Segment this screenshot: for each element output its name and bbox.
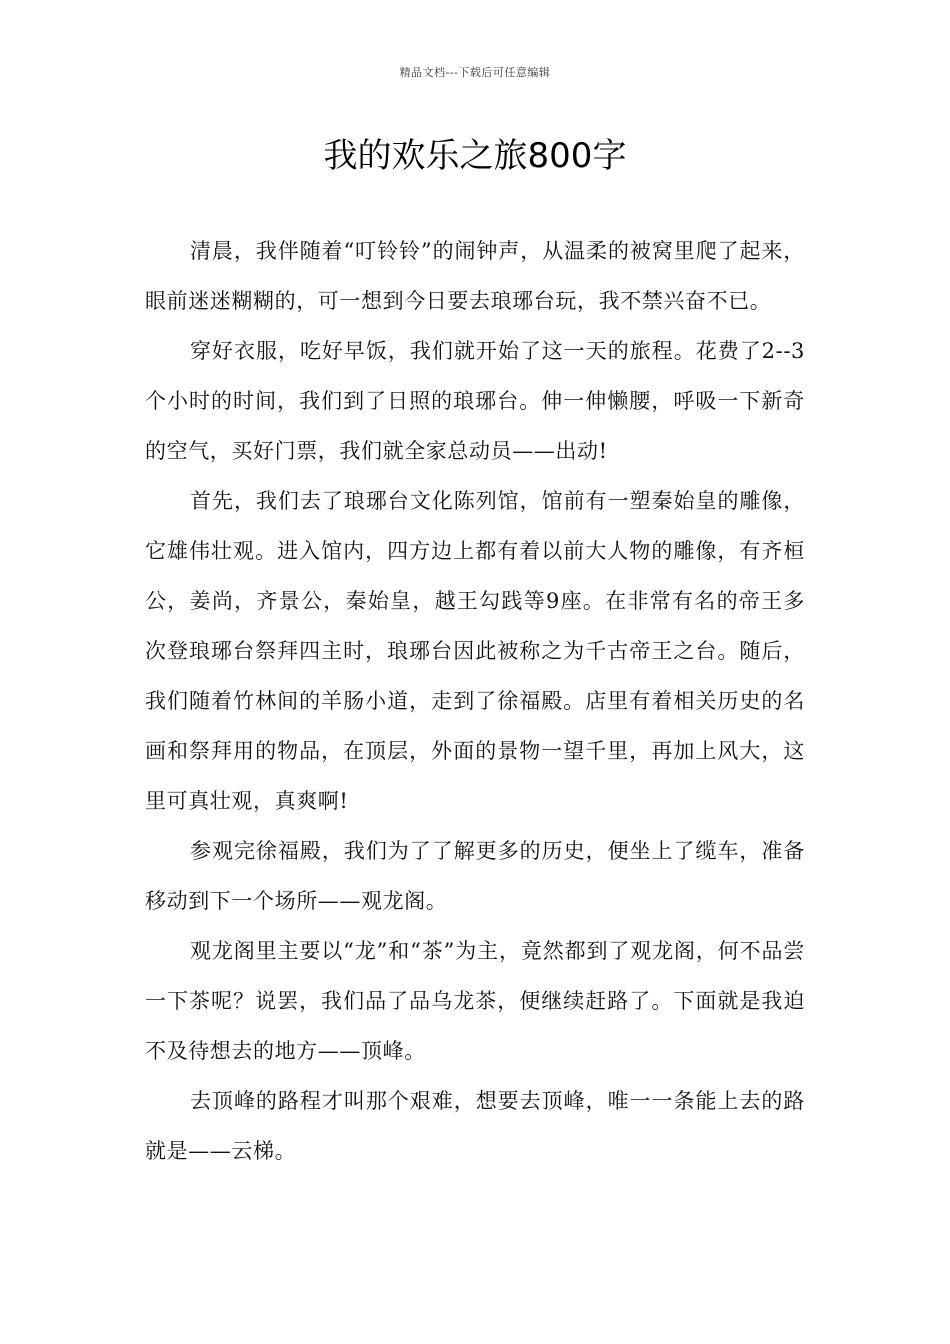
header-note: 精品文档---下载后可任意编辑 <box>399 66 551 79</box>
paragraph-2: 穿好衣服，吃好早饭，我们就开始了这一天的旅程。花费了2--3个小时的时间，我们到了日照的琅琊台。伸一伸懒腰，呼吸一下新奇的空气，买好门票，我们就全家总动员——出动! <box>145 339 805 463</box>
page-title: 我的欢乐之旅800字 <box>323 136 627 176</box>
paragraph-5: 观龙阁里主要以“龙”和“茶”为主，竟然都到了观龙阁，何不品尝一下茶呢？说罢，我们品了品乌龙茶，便继续赶路了。下面就是我迫不及待想去的地方——顶峰。 <box>145 939 805 1063</box>
paragraph-3: 首先，我们去了琅琊台文化陈列馆，馆前有一塑秦始皇的雕像，它雄伟壮观。进入馆内，四方边上都有着以前大人物的雕像，有齐桓公，姜尚，齐景公，秦始皇，越王勾践等9座。在非常有名的帝王多次登琅琊台祭拜四主时，琅琊台因此被称之为千古帝王之台。随后，我们随着竹林间的羊肠小道，走到了徐福殿。店里有着相关历史的名画和祭拜用的物品，在顶层，外面的景物一望千里，再加上风大，这里可真壮观，真爽啊! <box>145 489 805 813</box>
paragraph-4: 参观完徐福殿，我们为了了解更多的历史，便坐上了缆车，准备移动到下一个场所——观龙阁。 <box>145 839 805 913</box>
essay-body <box>145 226 805 1176</box>
paragraph-1: 清晨，我伴随着“叮铃铃”的闹钟声，从温柔的被窝里爬了起来，眼前迷迷糊糊的，可一想到今日要去琅琊台玩，我不禁兴奋不已。 <box>145 239 805 313</box>
paragraph-6: 去顶峰的路程才叫那个艰难，想要去顶峰，唯一一条能上去的路就是——云梯。 <box>145 1089 805 1163</box>
